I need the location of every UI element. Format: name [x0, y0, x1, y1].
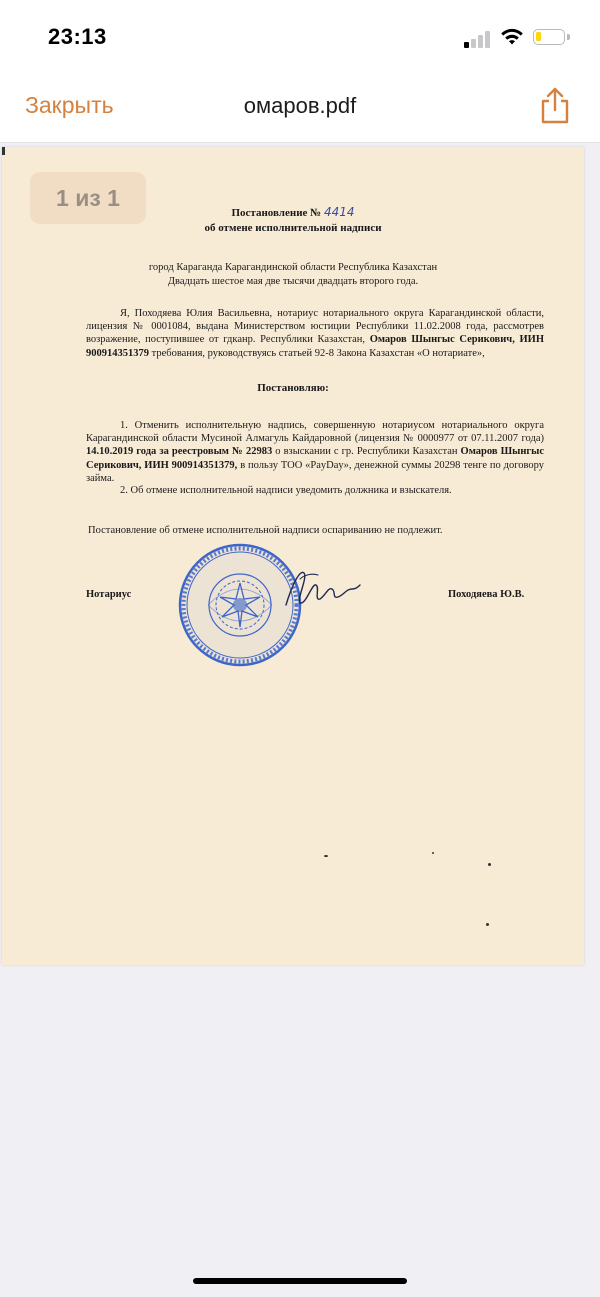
decree-number: 4414 [323, 205, 355, 219]
intro-text-bold: Омаров Шынгыс Серикович, ИИН 900914351379 [86, 334, 544, 359]
cellular-signal-icon [464, 30, 492, 48]
intro-text-b: требования, руководствуясь статьей 92-8 Закона Казахстан «О нотариате», [151, 347, 485, 359]
battery-level [536, 32, 541, 41]
wifi-icon [500, 28, 524, 46]
date-line: Двадцать шестое мая две тысячи двадцать второго года. [167, 276, 419, 287]
notary-name: Походяева Ю.В. [448, 589, 525, 600]
close-button[interactable]: Закрыть [25, 92, 114, 118]
battery-icon [533, 29, 565, 45]
decree-title-prefix: Постановление № [231, 207, 322, 219]
place-and-date [2, 261, 584, 289]
scan-speck [324, 855, 328, 857]
home-indicator[interactable] [193, 1278, 407, 1284]
item1-bold-1: 14.10.2019 года за реестровым № 22983 [86, 446, 273, 458]
nav-bar [0, 70, 600, 143]
battery-tip [567, 34, 570, 40]
item1-text-b: о взыскании с гр. Республики Казахстан [275, 446, 458, 458]
not-appealable-note: Постановление об отмене исполнительной надписи оспариванию не подлежит. [88, 525, 443, 536]
item1-text-c: в пользу ТОО «PayDay», денежной суммы 20298 тенге по договору займа. [86, 459, 544, 484]
decree-subtitle: об отмене исполнительной надписи [204, 222, 382, 234]
scan-speck [486, 923, 489, 926]
status-time: 23:13 [48, 24, 107, 49]
intro-text-a: Я, Походяева Юлия Васильевна, нотариус нотариального округа Карагандинской области, лицензия № 0001084, выдана Министерством юстиции Республики 11.02.2008 года, рассмотрев возражение, поступившее от гдканр. Республики Казахстан, [86, 308, 544, 346]
page-indicator: 1 из 1 [30, 172, 146, 224]
item1-text-a: 1. Отменить исполнительную надпись, совершенную нотариусом нотариального округа Карагандинской области Мусиной Алмагуль Кайдаровной (лицензия № 0000977 от 07.11.2007 года) [86, 420, 544, 445]
pdf-page[interactable] [2, 147, 584, 965]
intro-paragraph [86, 307, 544, 360]
decree-item-2: 2. Об отмене исполнительной надписи уведомить должника и взыскателя. [120, 485, 452, 496]
decree-item-1 [86, 419, 544, 485]
page-edge-mark [2, 147, 5, 155]
item1-bold-2: Омаров Шынгыс Серикович, ИИН 900914351379, [86, 446, 544, 471]
city-line: город Караганда Карагандинской области Республика Казахстан [148, 262, 438, 273]
handwritten-signature-icon [282, 565, 362, 613]
scan-speck [432, 852, 434, 854]
notary-label: Нотариус [86, 589, 132, 600]
status-bar [0, 0, 600, 70]
scan-speck [488, 863, 491, 866]
decree-heading: Постановляю: [257, 382, 329, 394]
document-title: омаров.pdf [243, 93, 357, 118]
share-icon[interactable] [538, 86, 572, 126]
